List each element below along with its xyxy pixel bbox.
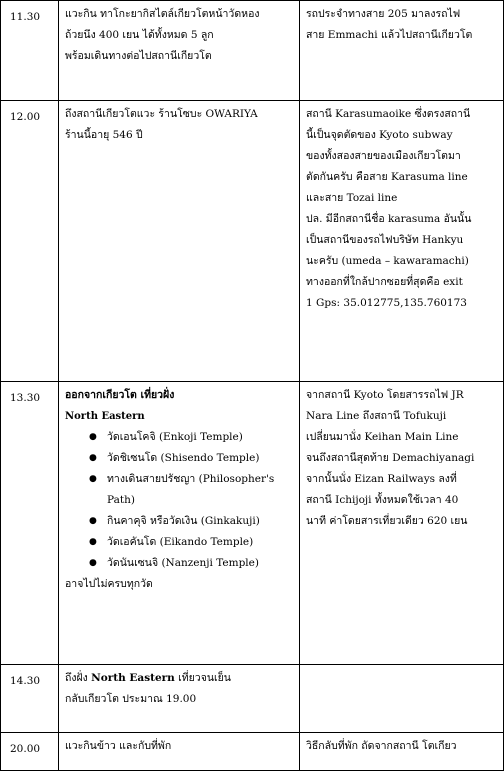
bold-phrase: North Eastern	[91, 672, 175, 684]
table-row	[1, 733, 504, 771]
bullet-icon: ●	[89, 558, 97, 568]
transport-line: ของทั้งสองสายของเมืองเกียวโตมา	[306, 150, 461, 162]
activity-subtitle: North Eastern	[65, 411, 145, 422]
transport-line: ทางออกที่ใกล้ปากซอยที่สุดคือ exit	[306, 276, 463, 288]
transport-line: นาที ค่าโดยสารเที่ยวเดียว 620 เยน	[306, 515, 468, 527]
transport-cell	[300, 733, 504, 771]
transport-line: วิธีกลับที่พัก ถัดจากสถานี โตเกียว	[306, 740, 457, 752]
transport-line: นะครับ (umeda – kawaramachi)	[306, 255, 469, 267]
transport-cell	[300, 382, 504, 665]
list-item-label: วัดเอนโคจิ (Enkoji Temple)	[107, 431, 243, 443]
activity-line: ร้านนี้อายุ 546 ปี	[65, 129, 143, 141]
bullet-icon: ●	[89, 537, 97, 547]
list-item	[89, 469, 293, 490]
table-row	[1, 665, 504, 733]
activity-line: แวะกิน ทาโกะยากิสไตล์เกียวโตหน้าวัดหอง	[65, 8, 260, 20]
list-item-label: ทางเดินสายปรัชญา (Philosopher's	[107, 473, 275, 485]
time-cell: 11.30	[1, 1, 59, 101]
transport-line: 1 Gps: 35.012775,135.760173	[306, 297, 467, 309]
list-item-label: Path)	[107, 494, 135, 506]
activity-cell	[59, 665, 300, 733]
activity-note: อาจไปไม่ครบทุกวัด	[65, 578, 153, 590]
activity-line: กลับเกียวโต ประมาณ 19.00	[65, 693, 197, 705]
transport-line: และสาย Tozai line	[306, 192, 398, 204]
transport-cell	[300, 665, 504, 733]
transport-line: รถประจำทางสาย 205 มาลงรถไฟ	[306, 8, 461, 20]
time-cell: 20.00	[1, 733, 59, 771]
activity-title: ออกจากเกียวโต เที่ยวฝั่ง	[65, 389, 175, 401]
list-item	[89, 427, 293, 448]
activity-line: ถ้วยนึง 400 เยน ได้ทั้งหมด 5 ลูก	[65, 29, 214, 41]
transport-line: สาย Emmachi แล้วไปสถานีเกียวโต	[306, 29, 473, 41]
activity-cell	[59, 101, 300, 382]
list-item	[89, 448, 293, 469]
table-row	[1, 382, 504, 665]
transport-line: จากนั้นนั่ง Eizan Railways ลงที่	[306, 473, 457, 485]
table-row	[1, 101, 504, 382]
activity-cell	[59, 1, 300, 101]
temple-list	[65, 427, 293, 574]
transport-cell	[300, 1, 504, 101]
activity-line: แวะกินข้าว และกับที่พัก	[65, 740, 172, 752]
transport-line: นี้เป็นจุดตัดของ Kyoto subway	[306, 129, 453, 141]
transport-line: จนถึงสถานีสุดท้าย Demachiyanagi	[306, 452, 475, 464]
transport-line: สถานี Karasumaoike ซึ่งตรงสถานี	[306, 108, 471, 120]
activity-line: ถึงฝั่ง North Eastern เที่ยวจนเย็น	[65, 672, 231, 684]
transport-line: สถานี Ichijoji ทั้งหมดใช้เวลา 40	[306, 494, 459, 506]
transport-line: จากสถานี Kyoto โดยสารรถไฟ JR	[306, 389, 464, 401]
transport-cell	[300, 101, 504, 382]
activity-cell	[59, 733, 300, 771]
list-item-label: วัดเอคันโด (Eikando Temple)	[107, 536, 254, 548]
list-item-label: วัดนันเซนจิ (Nanzenji Temple)	[107, 557, 259, 569]
list-item	[89, 553, 293, 574]
time-cell: 13.30	[1, 382, 59, 665]
activity-line: ถึงสถานีเกียวโตแวะ ร้านโซบะ OWARIYA	[65, 108, 258, 120]
transport-line: Nara Line ถึงสถานี Tofukuji	[306, 410, 447, 422]
list-item-label: กินคาคุจิ หรือวัดเงิน (Ginkakuji)	[107, 515, 260, 527]
list-item	[89, 511, 293, 532]
list-item-label: วัดชิเซนโด (Shisendo Temple)	[107, 452, 260, 464]
transport-line: เปลี่ยนมานั่ง Keihan Main Line	[306, 431, 459, 443]
bullet-icon: ●	[89, 474, 97, 484]
transport-line: ตัดกันครับ คือสาย Karasuma line	[306, 171, 468, 183]
list-item-continuation	[95, 490, 293, 511]
table-row	[1, 1, 504, 101]
bullet-icon: ●	[89, 516, 97, 526]
activity-cell	[59, 382, 300, 665]
transport-line: ปล. มีอีกสถานีชื่อ karasuma อันนั้น	[306, 213, 472, 225]
transport-line: เป็นสถานีของรถไฟบริษัท Hankyu	[306, 234, 464, 246]
bullet-icon: ●	[89, 432, 97, 442]
time-cell: 14.30	[1, 665, 59, 733]
bullet-icon: ●	[89, 453, 97, 463]
activity-line: พร้อมเดินทางต่อไปสถานีเกียวโต	[65, 50, 212, 62]
list-item	[89, 532, 293, 553]
time-cell: 12.00	[1, 101, 59, 382]
